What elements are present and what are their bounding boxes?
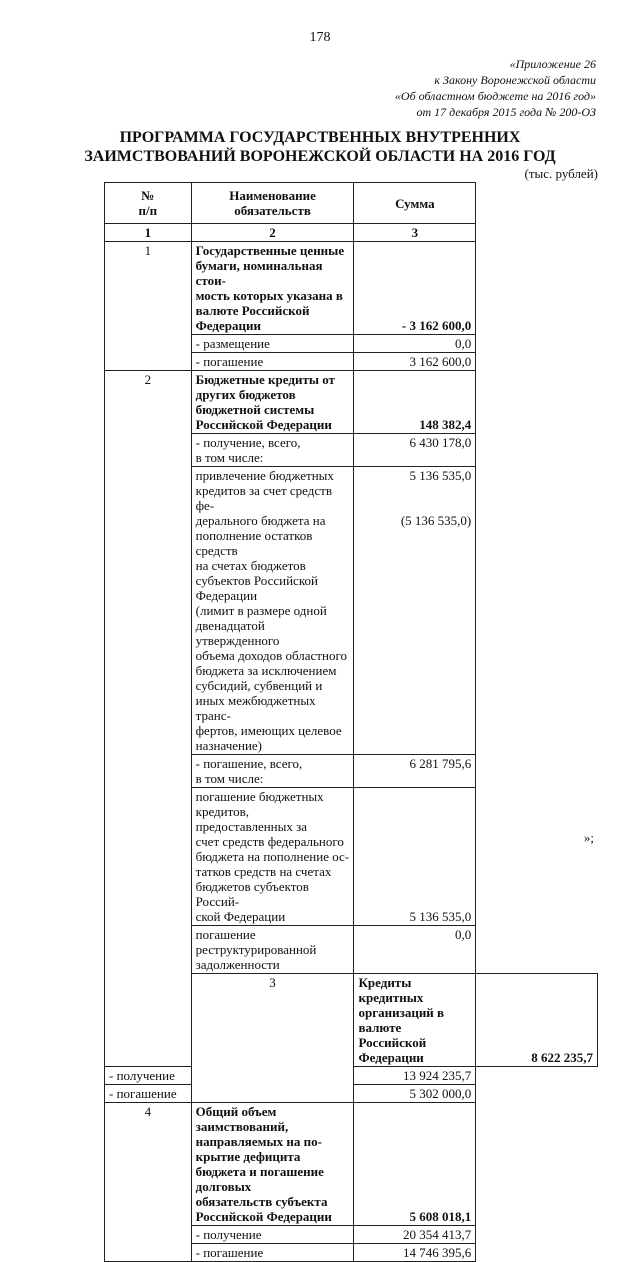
row-label: погашение реструктурированной задолженности (191, 926, 354, 974)
row-label: - погашение (191, 1244, 354, 1262)
attraction-value: 5 136 535,0 (409, 468, 472, 483)
appendix-line: от 17 декабря 2015 года № 200-ОЗ (416, 105, 596, 119)
table-row (105, 242, 598, 335)
colnum-3: 3 (354, 224, 476, 242)
section-title: Кредиты кредитных организаций в валюте Российской Федерации (354, 974, 476, 1067)
borrowing-program-table (104, 182, 598, 1262)
page-number: 178 (309, 30, 331, 45)
row-value: 0,0 (354, 926, 476, 974)
unit-label: (тыс. рублей) (524, 166, 598, 181)
row-label: - получение, всего, в том числе: (191, 434, 354, 467)
header-number: № п/п (105, 183, 192, 224)
row-label: - получение (191, 1226, 354, 1244)
section-total: - 3 162 600,0 (354, 242, 476, 335)
attraction-limit: (5 136 535,0) (400, 513, 472, 528)
closing-quote: »; (583, 830, 594, 845)
section-total: 5 608 018,1 (354, 1103, 476, 1226)
row-value (354, 467, 476, 755)
column-number-row (105, 224, 598, 242)
appendix-note (395, 56, 596, 120)
row-label: - погашение (191, 353, 354, 371)
row-number: 3 (191, 974, 354, 1103)
row-value: 13 924 235,7 (354, 1067, 476, 1085)
colnum-1: 1 (105, 224, 192, 242)
header-sum: Сумма (354, 183, 476, 224)
row-value: 6 281 795,6 (354, 755, 476, 788)
appendix-line: «Об областном бюджете на 2016 год» (394, 89, 596, 103)
row-label: - размещение (191, 335, 354, 353)
row-number: 2 (105, 371, 192, 1067)
row-label: - погашение (105, 1085, 192, 1103)
appendix-line: «Приложение 26 (509, 57, 596, 71)
title-line: ПРОГРАММА ГОСУДАРСТВЕННЫХ ВНУТРЕННИХ (119, 129, 521, 146)
row-value: 3 162 600,0 (354, 353, 476, 371)
row-value: 5 302 000,0 (354, 1085, 476, 1103)
row-number: 1 (105, 242, 192, 371)
title-line: ЗАИМСТВОВАНИЙ ВОРОНЕЖСКОЙ ОБЛАСТИ НА 2016 ГОД (84, 148, 556, 165)
header-name: Наименование обязательств (191, 183, 354, 224)
table-header-row (105, 183, 598, 224)
colnum-2: 2 (191, 224, 354, 242)
row-value: 20 354 413,7 (354, 1226, 476, 1244)
page-title (0, 128, 640, 166)
table-row (105, 371, 598, 434)
section-title: Общий объем заимствований, направляемых на по- крытие дефицита бюджета и погашение долговых обязательств субъекта Российской Федерации (191, 1103, 354, 1226)
row-label: - получение (105, 1067, 192, 1085)
row-label: погашение бюджетных кредитов, предоставленных за счет средств федерального бюджета на пополнение ос- татков средств на счетах бюджетов субъектов Россий- ской Федерации (191, 788, 354, 926)
row-label: - погашение, всего, в том числе: (191, 755, 354, 788)
row-value: 5 136 535,0 (354, 788, 476, 926)
row-value: 14 746 395,6 (354, 1244, 476, 1262)
table-row (105, 1103, 598, 1226)
section-total: 148 382,4 (354, 371, 476, 434)
row-value: 6 430 178,0 (354, 434, 476, 467)
section-title: Бюджетные кредиты от других бюджетов бюджетной системы Российской Федерации (191, 371, 354, 434)
row-label: привлечение бюджетных кредитов за счет средств фе- дерального бюджета на пополнение остатков средств на счетах бюджетов субъектов Российской Федерации (лимит в размере одной двенадцатой утвержденного объема доходов областного бюджета за исключением субсидий, субвенций и иных межбюджетных транс- фертов, имеющих целевое назначение) (191, 467, 354, 755)
section-title: Государственные ценные бумаги, номинальная стои- мость которых указана в валюте Российской Федерации (191, 242, 354, 335)
row-value: 0,0 (354, 335, 476, 353)
row-number: 4 (105, 1103, 192, 1262)
section-total: 8 622 235,7 (476, 974, 598, 1067)
appendix-line: к Закону Воронежской области (434, 73, 596, 87)
